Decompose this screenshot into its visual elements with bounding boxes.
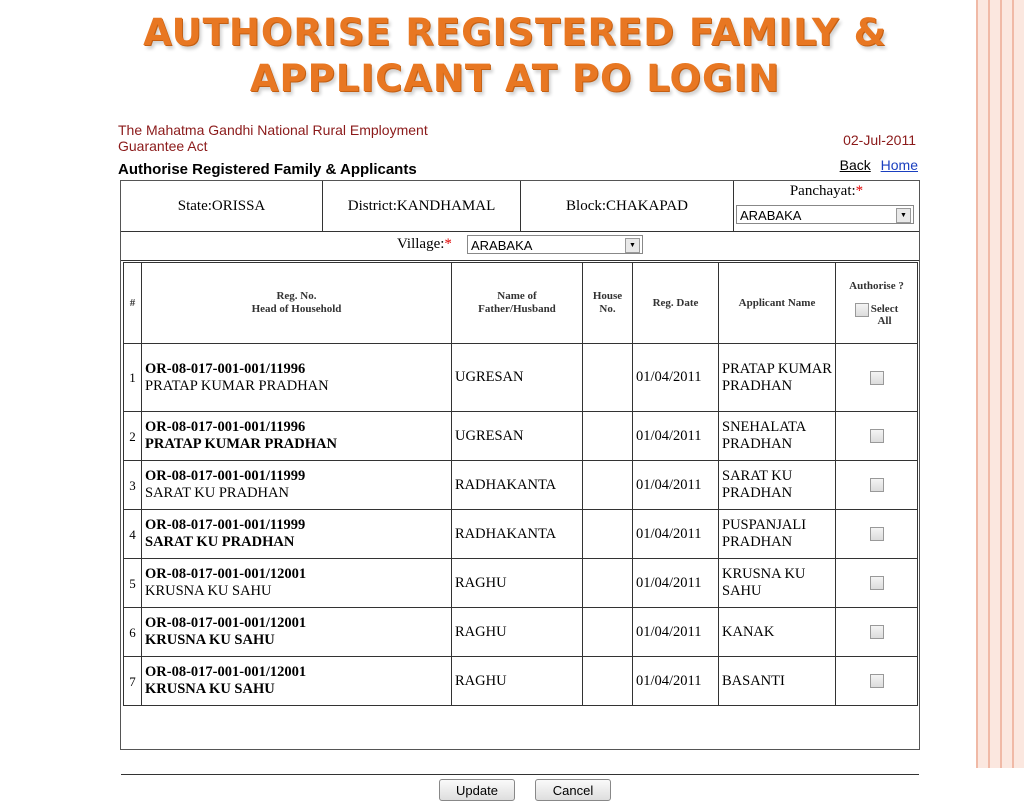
- table-row: [124, 412, 918, 461]
- table-row: [124, 344, 918, 412]
- authorise-checkbox[interactable]: [870, 478, 884, 492]
- authorise-checkbox[interactable]: [870, 429, 884, 443]
- col-authorise: [836, 263, 918, 344]
- col-house-line2: No.: [599, 303, 616, 315]
- col-father: [452, 263, 583, 344]
- reg-no-cell: [142, 510, 452, 559]
- authorise-cell: [836, 657, 918, 706]
- reg-no-cell: [142, 344, 452, 412]
- reg-no: OR-08-017-001-001/12001: [145, 566, 307, 582]
- col-authorise-label: Authorise ?: [849, 279, 904, 292]
- father-name: RADHAKANTA: [452, 510, 583, 559]
- col-father-line2: Father/Husband: [478, 303, 556, 315]
- col-num: #: [124, 263, 142, 344]
- reg-no: OR-08-017-001-001/12001: [145, 664, 307, 680]
- reg-date: 01/04/2011: [633, 559, 719, 608]
- col-house-line1: House: [592, 290, 623, 302]
- table-row: [124, 559, 918, 608]
- applicant-name: SARAT KU PRADHAN: [719, 461, 836, 510]
- reg-no-cell: [142, 657, 452, 706]
- reg-date: 01/04/2011: [633, 608, 719, 657]
- slide-title: [120, 10, 910, 102]
- header-links: [840, 157, 918, 173]
- authorise-checkbox[interactable]: [870, 674, 884, 688]
- panchayat-select[interactable]: [736, 205, 914, 224]
- slide-title-line1: AUTHORISE REGISTERED FAMILY &: [143, 11, 887, 54]
- authorise-cell: [836, 461, 918, 510]
- reg-date: 01/04/2011: [633, 657, 719, 706]
- village-select-value: ARABAKA: [471, 238, 533, 253]
- house-no: [583, 412, 633, 461]
- village-select[interactable]: [467, 235, 643, 254]
- select-all: [839, 303, 914, 327]
- authorise-checkbox[interactable]: [870, 576, 884, 590]
- reg-no-cell: [142, 559, 452, 608]
- authorise-cell: [836, 344, 918, 412]
- authorise-form: [120, 180, 920, 798]
- father-name: RAGHU: [452, 608, 583, 657]
- panchayat-label: Panchayat:: [789, 183, 856, 199]
- table-row: [124, 461, 918, 510]
- reg-no: OR-08-017-001-001/11999: [145, 517, 306, 533]
- row-num: 1: [124, 344, 142, 412]
- head-of-household: KRUSNA KU SAHU: [145, 681, 275, 697]
- chevron-down-icon: ▼: [625, 238, 640, 253]
- reg-date: 01/04/2011: [633, 412, 719, 461]
- screenshot-panel: [118, 120, 920, 798]
- house-no: [583, 344, 633, 412]
- head-of-household: PRATAP KUMAR PRADHAN: [145, 377, 329, 394]
- select-all-label-line2: All: [877, 314, 892, 327]
- col-applicant: Applicant Name: [719, 263, 836, 344]
- current-date: 02-Jul-2011: [843, 132, 916, 148]
- act-title-line2: Guarantee Act: [118, 138, 208, 154]
- father-name: RAGHU: [452, 559, 583, 608]
- table-row: [124, 657, 918, 706]
- authorise-checkbox[interactable]: [870, 625, 884, 639]
- applicant-name: KRUSNA KU SAHU: [719, 559, 836, 608]
- table-row: [124, 510, 918, 559]
- cancel-button[interactable]: Cancel: [535, 779, 611, 801]
- col-reg-date: Reg. Date: [633, 263, 719, 344]
- reg-no: OR-08-017-001-001/11999: [145, 468, 306, 484]
- reg-date: 01/04/2011: [633, 344, 719, 412]
- block-cell: Block:CHAKAPAD: [521, 181, 734, 231]
- act-title: [118, 122, 518, 154]
- state-cell: State:ORISSA: [121, 181, 323, 231]
- authorise-cell: [836, 510, 918, 559]
- row-num: 5: [124, 559, 142, 608]
- col-reg-no-line1: Reg. No.: [276, 290, 317, 302]
- head-of-household: SARAT KU PRADHAN: [145, 485, 289, 501]
- applicant-name: KANAK: [719, 608, 836, 657]
- col-reg-no: [142, 263, 452, 344]
- village-label: Village:: [397, 236, 445, 252]
- col-reg-no-line2: Head of Household: [251, 303, 342, 315]
- house-no: [583, 510, 633, 559]
- panchayat-select-value: ARABAKA: [740, 208, 802, 223]
- select-all-label-line1: Select: [870, 302, 899, 315]
- house-no: [583, 461, 633, 510]
- update-button[interactable]: Update: [439, 779, 515, 801]
- village-row: [121, 232, 919, 261]
- location-row: [121, 181, 919, 232]
- chevron-down-icon: ▼: [896, 208, 911, 223]
- reg-date: 01/04/2011: [633, 461, 719, 510]
- applicants-table: [123, 262, 918, 706]
- house-no: [583, 657, 633, 706]
- applicant-name: BASANTI: [719, 657, 836, 706]
- reg-no-cell: [142, 608, 452, 657]
- home-link[interactable]: Home: [880, 157, 918, 173]
- required-mark: *: [444, 236, 452, 252]
- authorise-cell: [836, 608, 918, 657]
- reg-no-cell: [142, 461, 452, 510]
- father-name: RADHAKANTA: [452, 461, 583, 510]
- house-no: [583, 608, 633, 657]
- head-of-household: SARAT KU PRADHAN: [145, 534, 295, 550]
- row-num: 2: [124, 412, 142, 461]
- reg-no: OR-08-017-001-001/11996: [145, 419, 306, 435]
- reg-no: OR-08-017-001-001/12001: [145, 615, 307, 631]
- applicant-name: PUSPANJALI PRADHAN: [719, 510, 836, 559]
- slide-title-line2: APPLICANT AT PO LOGIN: [249, 57, 781, 100]
- col-father-line1: Name of: [497, 290, 537, 302]
- authorise-cell: [836, 412, 918, 461]
- row-num: 3: [124, 461, 142, 510]
- head-of-household: KRUSNA KU SAHU: [145, 632, 275, 648]
- reg-date: 01/04/2011: [633, 510, 719, 559]
- select-all-checkbox[interactable]: [855, 303, 869, 317]
- button-row-divider: [121, 774, 919, 776]
- authorise-checkbox[interactable]: [870, 527, 884, 541]
- authorise-checkbox[interactable]: [870, 371, 884, 385]
- district-cell: District:KANDHAMAL: [323, 181, 521, 231]
- head-of-household: KRUSNA KU SAHU: [145, 583, 272, 599]
- back-link[interactable]: Back: [839, 157, 871, 173]
- decorative-stripes: [976, 0, 1024, 768]
- father-name: UGRESAN: [452, 344, 583, 412]
- row-num: 6: [124, 608, 142, 657]
- act-title-line1: The Mahatma Gandhi National Rural Employment: [118, 122, 428, 138]
- head-of-household: PRATAP KUMAR PRADHAN: [145, 436, 337, 452]
- father-name: UGRESAN: [452, 412, 583, 461]
- father-name: RAGHU: [452, 657, 583, 706]
- required-mark: *: [855, 183, 864, 199]
- authorise-cell: [836, 559, 918, 608]
- applicant-name: SNEHALATA PRADHAN: [719, 412, 836, 461]
- page-heading: Authorise Registered Family & Applicants: [118, 161, 417, 178]
- table-header-row: [124, 263, 918, 344]
- row-num: 7: [124, 657, 142, 706]
- house-no: [583, 559, 633, 608]
- reg-no-cell: [142, 412, 452, 461]
- table-row: [124, 608, 918, 657]
- panchayat-cell: [734, 181, 919, 231]
- applicant-name: PRATAP KUMAR PRADHAN: [719, 344, 836, 412]
- col-house: [583, 263, 633, 344]
- row-num: 4: [124, 510, 142, 559]
- reg-no: OR-08-017-001-001/11996: [145, 360, 306, 377]
